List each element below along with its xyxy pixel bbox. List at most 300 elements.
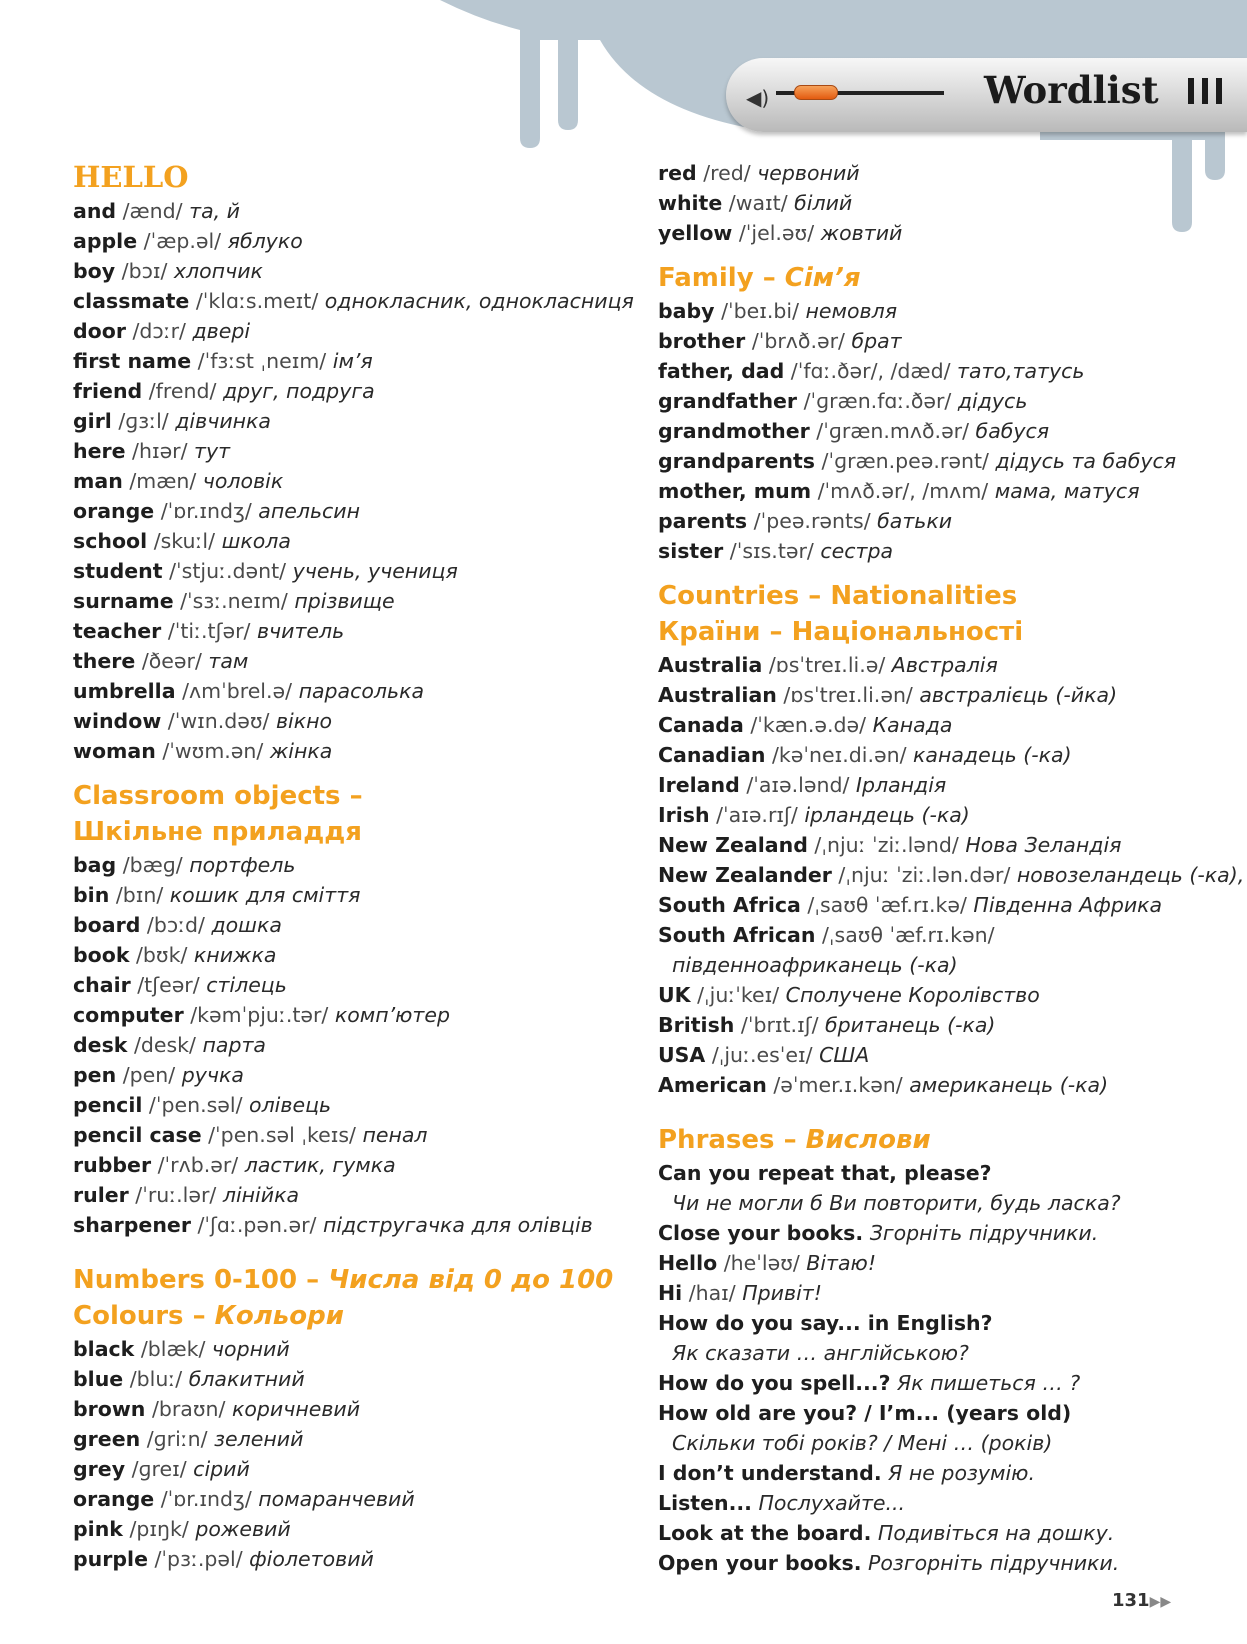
word: woman	[73, 739, 156, 763]
list-item	[658, 416, 1218, 446]
phonetic: /frend/	[148, 379, 217, 403]
word: grandmother	[658, 419, 810, 443]
translation: мама, матуся	[994, 479, 1140, 503]
phonetic: /ɒsˈtreɪ.li.ən/	[783, 683, 913, 707]
word: teacher	[73, 619, 162, 643]
translation: дошка	[211, 913, 282, 937]
section-heading-countries-ua: Країни – Національності	[658, 617, 1024, 647]
word: orange	[73, 1487, 155, 1511]
word: bin	[73, 883, 110, 907]
word: boy	[73, 259, 116, 283]
word: yellow	[658, 221, 733, 245]
phonetic: /dɔːr/	[132, 319, 186, 343]
word: and	[73, 199, 117, 223]
translation: вікно	[275, 709, 333, 733]
translation: книжка	[193, 943, 277, 967]
phonetic: /mæn/	[129, 469, 197, 493]
section-heading-classroom: Classroom objects –	[73, 781, 363, 811]
word: friend	[73, 379, 143, 403]
list-item	[73, 316, 633, 346]
list-item	[73, 1484, 633, 1514]
translation: Сполучене Королівство	[785, 983, 1040, 1007]
translation: США	[819, 1043, 870, 1067]
word: first name	[73, 349, 192, 373]
list-item	[658, 386, 1218, 416]
translation: друг, подруга	[222, 379, 375, 403]
word: grandfather	[658, 389, 798, 413]
word: chair	[73, 973, 131, 997]
phonetic: /ˈaɪə.lənd/	[746, 773, 850, 797]
word: New Zealander	[658, 863, 832, 887]
word: school	[73, 529, 148, 553]
phonetic: /ɒsˈtreɪ.li.ə/	[768, 653, 886, 677]
phonetic: /haɪ/	[688, 1281, 736, 1305]
list-item	[73, 1424, 633, 1454]
translation: Канада	[872, 713, 953, 737]
word: Canadian	[658, 743, 766, 767]
section-heading-numbers: Numbers 0-100 – Числа від 0 до 100	[73, 1265, 614, 1295]
word: Listen...	[658, 1491, 752, 1515]
translation: зелений	[214, 1427, 304, 1451]
list-item	[73, 940, 633, 970]
translation: Австралія	[891, 653, 998, 677]
list-item	[73, 1060, 633, 1090]
word: man	[73, 469, 123, 493]
phonetic: /ˌnjuː ˈziː.lənd/	[814, 833, 959, 857]
list-item	[658, 1338, 1218, 1368]
list-item	[73, 1030, 633, 1060]
list-item	[73, 1334, 633, 1364]
word: orange	[73, 499, 155, 523]
word: computer	[73, 1003, 184, 1027]
list-item	[73, 1364, 633, 1394]
phonetic: /ˈrʌb.ər/	[157, 1153, 239, 1177]
left-column	[73, 158, 633, 1574]
translation: червоний	[757, 161, 860, 185]
translation: Привіт!	[742, 1281, 822, 1305]
phonetic: /bluː/	[129, 1367, 183, 1391]
audio-slider-knob	[794, 85, 838, 100]
list-item	[658, 1308, 1218, 1338]
translation: двері	[192, 319, 251, 343]
phonetic: /ɡreɪ/	[131, 1457, 187, 1481]
translation: вчитель	[256, 619, 345, 643]
triple-bar-icon	[1188, 78, 1230, 108]
word: mother, mum	[658, 479, 812, 503]
colours-word-list-continued	[658, 158, 1218, 248]
word: sharpener	[73, 1213, 191, 1237]
right-column	[658, 158, 1245, 1578]
translation: однокласник, однокласниця	[324, 289, 634, 313]
section-heading-colours: Colours – Кольори	[73, 1301, 344, 1331]
translation: американець (-ка)	[909, 1073, 1109, 1097]
word: board	[73, 913, 141, 937]
word: blue	[73, 1367, 124, 1391]
phonetic: /ˌsaʊθ ˈæf.rɪ.kən/	[822, 923, 995, 947]
word: baby	[658, 299, 715, 323]
list-item	[73, 646, 633, 676]
translation: бабуся	[975, 419, 1050, 443]
phonetic: /ˈmʌð.ər/, /mʌm/	[817, 479, 989, 503]
word: there	[73, 649, 136, 673]
word: book	[73, 943, 130, 967]
phonetic: /red/	[703, 161, 751, 185]
word: Hello	[658, 1251, 718, 1275]
word: girl	[73, 409, 112, 433]
translation: парта	[202, 1033, 266, 1057]
translation: чоловік	[202, 469, 284, 493]
translation: там	[208, 649, 249, 673]
list-item	[73, 286, 633, 316]
translation: комп’ютер	[334, 1003, 450, 1027]
word: New Zealand	[658, 833, 808, 857]
list-item	[658, 1368, 1218, 1398]
phonetic: /ˈwʊm.ən/	[162, 739, 264, 763]
phonetic: /ˌsaʊθ ˈæf.rɪ.kə/	[807, 893, 967, 917]
countries-word-list	[658, 650, 1245, 1100]
translation: рожевий	[195, 1517, 291, 1541]
translation: Ірландія	[855, 773, 947, 797]
word: UK	[658, 983, 691, 1007]
phonetic: /ˈsɪs.tər/	[729, 539, 814, 563]
word: I don’t understand.	[658, 1461, 882, 1485]
phonetic: /ˈtiː.tʃər/	[167, 619, 251, 643]
word: South Africa	[658, 893, 801, 917]
translation: батьки	[877, 509, 953, 533]
list-item	[658, 536, 1218, 566]
translation: південноафриканець (-ка)	[672, 953, 958, 977]
word: Ireland	[658, 773, 740, 797]
phonetic: /kəˈneɪ.di.ən/	[771, 743, 907, 767]
list-item	[73, 346, 633, 376]
list-item	[658, 1070, 1218, 1100]
translation: підстругачка для олівців	[322, 1213, 593, 1237]
phonetic: /ˈstjuː.dənt/	[169, 559, 287, 583]
word: bag	[73, 853, 117, 877]
list-item	[73, 436, 633, 466]
list-item	[658, 188, 1218, 218]
translation: британець (-ка)	[825, 1013, 996, 1037]
word: surname	[73, 589, 174, 613]
phonetic: /ˈpen.səl ˌkeɪs/	[208, 1123, 356, 1147]
phrases-list	[658, 1158, 1218, 1578]
phonetic: /ɡɜːl/	[118, 409, 169, 433]
section-heading-countries: Countries – Nationalities	[658, 581, 1018, 611]
word: Close your books.	[658, 1221, 864, 1245]
word: How do you spell...?	[658, 1371, 891, 1395]
translation: канадець (-ка)	[913, 743, 1072, 767]
phonetic: /ˈɒr.ɪndʒ/	[160, 499, 252, 523]
word: classmate	[73, 289, 190, 313]
list-item	[658, 1218, 1218, 1248]
phonetic: /heˈləʊ/	[723, 1251, 800, 1275]
list-item	[73, 880, 633, 910]
next-arrows-icon: ▶▶	[1149, 1594, 1172, 1610]
list-item	[658, 1398, 1218, 1428]
translation: портфель	[189, 853, 296, 877]
list-item	[73, 586, 633, 616]
translation: Як пишеться … ?	[897, 1371, 1081, 1395]
translation: білий	[794, 191, 853, 215]
translation: та, й	[189, 199, 240, 223]
translation: дідусь та бабуся	[995, 449, 1177, 473]
word: How do you say... in English?	[658, 1311, 993, 1335]
translation: тут	[194, 439, 231, 463]
translation: коричневий	[231, 1397, 361, 1421]
section-heading-hello: HELLO	[73, 160, 189, 194]
translation: жовтий	[820, 221, 903, 245]
word: Australia	[658, 653, 763, 677]
translation: яблуко	[227, 229, 303, 253]
wordlist-banner	[726, 58, 1247, 132]
list-item	[73, 706, 633, 736]
translation: парасолька	[298, 679, 425, 703]
phonetic: /ˈɡræn.peə.rənt/	[821, 449, 989, 473]
phonetic: /blæk/	[140, 1337, 206, 1361]
phonetic: /ˈbrʌð.ər/	[751, 329, 845, 353]
phonetic: /ˈæp.əl/	[143, 229, 222, 253]
translation: хлопчик	[173, 259, 263, 283]
list-item	[73, 850, 633, 880]
word: How old are you? / I’m... (years old)	[658, 1401, 1072, 1425]
translation: стілець	[206, 973, 287, 997]
translation: Скільки тобі років? / Мені … (років)	[672, 1431, 1053, 1455]
translation: кошик для сміття	[169, 883, 361, 907]
word: purple	[73, 1547, 148, 1571]
phonetic: /braʊn/	[151, 1397, 226, 1421]
list-item	[73, 736, 633, 766]
translation: Південна Африка	[973, 893, 1163, 917]
translation: брат	[851, 329, 902, 353]
phonetic: /ˈfɑː.ðər/, /dæd/	[790, 359, 951, 383]
speaker-icon: ◀)	[746, 86, 770, 110]
word: Open your books.	[658, 1551, 862, 1575]
phonetic: /kəmˈpjuː.tər/	[190, 1003, 329, 1027]
word: American	[658, 1073, 767, 1097]
word: white	[658, 191, 723, 215]
word: brown	[73, 1397, 146, 1421]
word: here	[73, 439, 126, 463]
translation: апельсин	[258, 499, 361, 523]
list-item	[658, 1248, 1218, 1278]
phonetic: /ˈbrɪt.ɪʃ/	[740, 1013, 819, 1037]
list-item	[73, 376, 633, 406]
translation: блакитний	[188, 1367, 305, 1391]
translation: дідусь	[957, 389, 1028, 413]
list-item	[73, 1454, 633, 1484]
list-item	[658, 800, 1218, 830]
word: Canada	[658, 713, 744, 737]
phonetic: /ðeər/	[141, 649, 202, 673]
translation: Чи не могли б Ви повторити, будь ласка?	[672, 1191, 1121, 1215]
phonetic: /bɔɪ/	[121, 259, 168, 283]
word: red	[658, 161, 697, 185]
list-item	[658, 1428, 1218, 1458]
translation: ім’я	[332, 349, 373, 373]
list-item	[658, 218, 1218, 248]
word: South African	[658, 923, 816, 947]
list-item	[658, 740, 1218, 770]
translation: Послухайте...	[758, 1491, 906, 1515]
list-item	[658, 1010, 1218, 1040]
word: ruler	[73, 1183, 129, 1207]
word: father, dad	[658, 359, 785, 383]
word: pencil	[73, 1093, 143, 1117]
list-item	[658, 1458, 1218, 1488]
word: pen	[73, 1063, 117, 1087]
word: student	[73, 559, 163, 583]
translation: Вітаю!	[806, 1251, 877, 1275]
phonetic: /bʊk/	[136, 943, 188, 967]
list-item	[658, 770, 1218, 800]
page-title: Wordlist	[984, 68, 1159, 112]
word: brother	[658, 329, 746, 353]
word: apple	[73, 229, 138, 253]
translation: лінійка	[222, 1183, 300, 1207]
list-item	[658, 680, 1218, 710]
list-item	[73, 1120, 633, 1150]
phonetic: /əˈmer.ɪ.kən/	[773, 1073, 903, 1097]
phonetic: /desk/	[133, 1033, 196, 1057]
phonetic: /ˈɡræn.fɑː.ðər/	[803, 389, 952, 413]
list-item	[73, 910, 633, 940]
list-item	[658, 446, 1218, 476]
list-item	[658, 476, 1218, 506]
phonetic: /ˌjuːˈkeɪ/	[697, 983, 780, 1007]
list-item	[658, 1158, 1218, 1188]
translation: ручка	[181, 1063, 244, 1087]
list-item	[73, 226, 633, 256]
translation: ластик, гумка	[244, 1153, 396, 1177]
word: Irish	[658, 803, 710, 827]
list-item	[658, 890, 1218, 920]
phonetic: /pɪŋk/	[129, 1517, 189, 1541]
word: door	[73, 319, 126, 343]
list-item	[73, 970, 633, 1000]
list-item	[73, 616, 633, 646]
family-word-list	[658, 296, 1218, 566]
list-item	[658, 1188, 1218, 1218]
translation: фіолетовий	[249, 1547, 374, 1571]
translation: учень, учениця	[292, 559, 458, 583]
page-number: 131▶▶	[1112, 1590, 1172, 1611]
list-item	[658, 710, 1218, 740]
translation: Нова Зеландія	[965, 833, 1122, 857]
list-item	[73, 1000, 633, 1030]
section-heading-classroom-ua: Шкільне приладдя	[73, 817, 362, 847]
phonetic: /skuːl/	[153, 529, 216, 553]
list-item	[73, 1210, 633, 1240]
phonetic: /ˈwɪn.dəʊ/	[167, 709, 270, 733]
list-item	[658, 1518, 1218, 1548]
phonetic: /ˈpen.səl/	[148, 1093, 243, 1117]
list-item	[658, 650, 1218, 680]
phonetic: /ˈɒr.ɪndʒ/	[160, 1487, 252, 1511]
phonetic: /hɪər/	[132, 439, 188, 463]
list-item	[73, 256, 633, 286]
word: Look at the board.	[658, 1521, 872, 1545]
translation: Розгорніть підручники.	[868, 1551, 1120, 1575]
list-item	[658, 830, 1218, 860]
phonetic: /ˌnjuː ˈziː.lən.dər/	[838, 863, 1011, 887]
word: USA	[658, 1043, 706, 1067]
list-item	[658, 920, 1218, 950]
phonetic: /pen/	[122, 1063, 176, 1087]
phonetic: /ˈsɜː.neɪm/	[180, 589, 288, 613]
phonetic: /ˈfɜːst ˌneɪm/	[197, 349, 327, 373]
list-item	[658, 1488, 1218, 1518]
word: rubber	[73, 1153, 152, 1177]
list-item	[73, 466, 633, 496]
list-item	[73, 1090, 633, 1120]
translation: Подивіться на дошку.	[877, 1521, 1115, 1545]
word: pink	[73, 1517, 123, 1541]
list-item	[73, 496, 633, 526]
word: green	[73, 1427, 141, 1451]
translation: ірландець (-ка)	[804, 803, 970, 827]
section-heading-phrases: Phrases – Вислови	[658, 1125, 931, 1155]
list-item	[73, 1150, 633, 1180]
phonetic: /ˈpeə.rənts/	[753, 509, 871, 533]
word: Hi	[658, 1281, 683, 1305]
phonetic: /ænd/	[122, 199, 183, 223]
translation: сірий	[193, 1457, 250, 1481]
phonetic: /ˌjuː.esˈeɪ/	[711, 1043, 813, 1067]
list-item	[658, 860, 1245, 890]
translation: дівчинка	[175, 409, 271, 433]
phonetic: /ˈɡræn.mʌð.ər/	[816, 419, 970, 443]
list-item	[73, 406, 633, 436]
phonetic: /bæɡ/	[122, 853, 183, 877]
phonetic: /bɪn/	[115, 883, 164, 907]
list-item	[73, 196, 633, 226]
translation: австралієць (-йка)	[919, 683, 1118, 707]
phonetic: /ɡriːn/	[146, 1427, 208, 1451]
translation: тато,татусь	[957, 359, 1085, 383]
word: Can you repeat that, please?	[658, 1161, 992, 1185]
translation: Я не розумію.	[888, 1461, 1035, 1485]
word: umbrella	[73, 679, 176, 703]
list-item	[658, 980, 1218, 1010]
translation: жінка	[269, 739, 333, 763]
phonetic: /bɔːd/	[146, 913, 205, 937]
phonetic: /ˈaɪə.rɪʃ/	[716, 803, 798, 827]
translation: чорний	[211, 1337, 290, 1361]
list-item	[658, 1278, 1218, 1308]
colours-word-list	[73, 1334, 633, 1574]
word: grandparents	[658, 449, 816, 473]
phonetic: /ˈruː.lər/	[135, 1183, 217, 1207]
list-item	[73, 1544, 633, 1574]
word: Australian	[658, 683, 777, 707]
list-item	[73, 1180, 633, 1210]
list-item	[73, 556, 633, 586]
hello-word-list	[73, 196, 633, 766]
list-item	[658, 950, 1218, 980]
list-item	[658, 356, 1218, 386]
translation: прізвище	[294, 589, 395, 613]
word: black	[73, 1337, 135, 1361]
translation: Як сказати … англійською?	[672, 1341, 969, 1365]
list-item	[658, 158, 1218, 188]
word: window	[73, 709, 162, 733]
translation: пенал	[362, 1123, 428, 1147]
phonetic: /ˈʃɑː.pən.ər/	[197, 1213, 317, 1237]
word: sister	[658, 539, 724, 563]
word: parents	[658, 509, 748, 533]
translation: новозеландець (-ка),	[1016, 863, 1245, 887]
word: grey	[73, 1457, 126, 1481]
